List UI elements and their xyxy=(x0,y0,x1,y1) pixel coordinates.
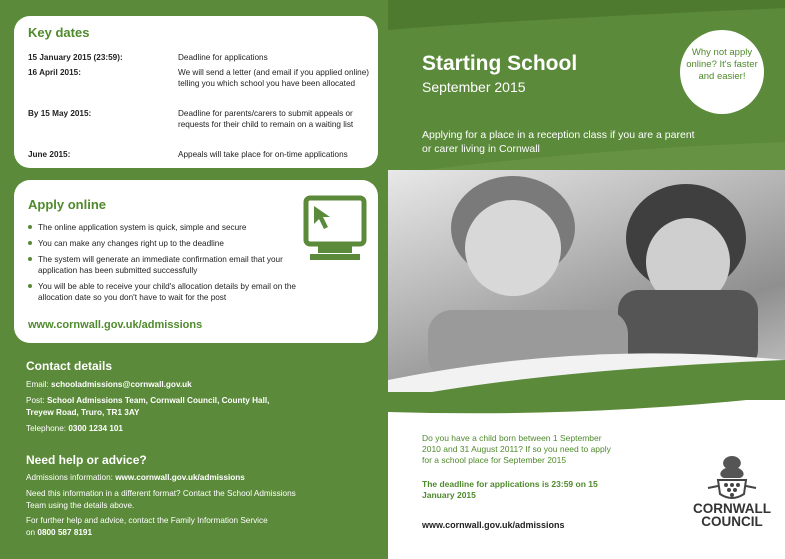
post-address-2: Treyew Road, Truro, TR1 3AY xyxy=(26,408,140,417)
key-date-desc: Deadline for applications xyxy=(178,53,268,62)
apply-online-link[interactable]: www.cornwall.gov.uk/admissions xyxy=(28,319,203,331)
cover-title: Starting School xyxy=(422,52,578,75)
help-fis-text xyxy=(26,515,366,539)
apply-online-title: Apply online xyxy=(28,197,106,212)
deadline-text: The deadline for applications is 23:59 on 15 January 2015 xyxy=(422,479,598,500)
contact-post-line xyxy=(26,395,366,419)
cover-subtitle: September 2015 xyxy=(422,79,526,95)
post-label: Post: xyxy=(26,396,47,405)
key-date-row xyxy=(28,108,368,144)
contact-title: Contact details xyxy=(26,359,113,373)
help-info-line xyxy=(26,472,366,484)
help-title: Need help or advice? xyxy=(26,453,147,467)
contact-email-line xyxy=(26,379,366,391)
children-reading-photo xyxy=(388,170,785,392)
email-label: Email: xyxy=(26,380,52,389)
key-dates-title: Key dates xyxy=(28,25,90,40)
cover-url-link[interactable]: www.cornwall.gov.uk/admissions xyxy=(422,520,565,530)
key-date-desc: Deadline for parents/carers to submit appeals or requests for their child to remain on a waiting list xyxy=(178,109,354,129)
tel-label: Telephone: xyxy=(26,424,69,433)
key-date-label: By 15 May 2015: xyxy=(28,109,92,118)
list-item: You can make any changes right up to the deadline xyxy=(28,238,303,249)
cover-lower-wave xyxy=(388,392,785,422)
fis-prefix: on xyxy=(26,528,38,537)
key-date-row xyxy=(28,67,368,103)
key-date-desc: We will send a letter (and email if you applied online) telling you which school you have been allocated xyxy=(178,68,369,88)
logo-line-2: COUNCIL xyxy=(701,514,763,529)
list-item: The online application system is quick, simple and secure xyxy=(28,222,303,233)
list-item: The system will generate an immediate confirmation email that your application has been submitted successfully xyxy=(28,254,303,276)
cornwall-council-crest-icon xyxy=(704,452,760,502)
cover-panel xyxy=(388,0,785,559)
key-dates-box xyxy=(14,16,378,168)
help-format-text xyxy=(26,488,366,512)
help-admissions-link[interactable]: www.cornwall.gov.uk/admissions xyxy=(115,473,245,482)
apply-online-box xyxy=(14,180,378,343)
cover-green-area xyxy=(388,0,785,392)
fis-phone: 0800 587 8191 xyxy=(37,528,93,537)
format-line-1: Need this information in a different format? Contact the School Admissions xyxy=(26,489,296,498)
key-date-label: June 2015: xyxy=(28,150,71,159)
cover-intro: Applying for a place in a reception class if you are a parent or carer living in Cornwall xyxy=(422,129,695,155)
key-date-desc: Appeals will take place for on-time applications xyxy=(178,150,348,159)
eligibility-question: Do you have a child born between 1 September 2010 and 31 August 2011? If so you need to apply for a school place for September 2015 xyxy=(422,433,611,465)
info-label: Admissions information: xyxy=(26,473,116,482)
computer-icon xyxy=(302,194,368,266)
children-photo-illustration xyxy=(388,170,785,392)
contact-tel-line xyxy=(26,423,366,435)
fis-line-1: For further help and advice, contact the Family Information Service xyxy=(26,516,268,525)
tel-number: 0300 1234 101 xyxy=(68,424,123,433)
apply-online-bubble xyxy=(680,30,764,114)
council-logo-text xyxy=(684,502,780,528)
list-item: You will be able to receive your child's allocation details by email on the allocation date so you don't have to wait for the post xyxy=(28,281,303,303)
key-date-label: 15 January 2015 (23:59): xyxy=(28,53,123,62)
key-date-row xyxy=(28,149,368,161)
logo-line-1: CORNWALL xyxy=(693,501,771,516)
post-address-1: School Admissions Team, Cornwall Council, County Hall, xyxy=(46,396,270,405)
bubble-text: Why not apply online? It's faster and easier! xyxy=(686,47,758,82)
back-panel xyxy=(0,0,388,559)
key-date-row xyxy=(28,52,368,64)
format-line-2: Team using the details above. xyxy=(26,501,135,510)
key-date-label: 16 April 2015: xyxy=(28,68,81,77)
email-link[interactable]: schooladmissions@cornwall.gov.uk xyxy=(51,380,192,389)
